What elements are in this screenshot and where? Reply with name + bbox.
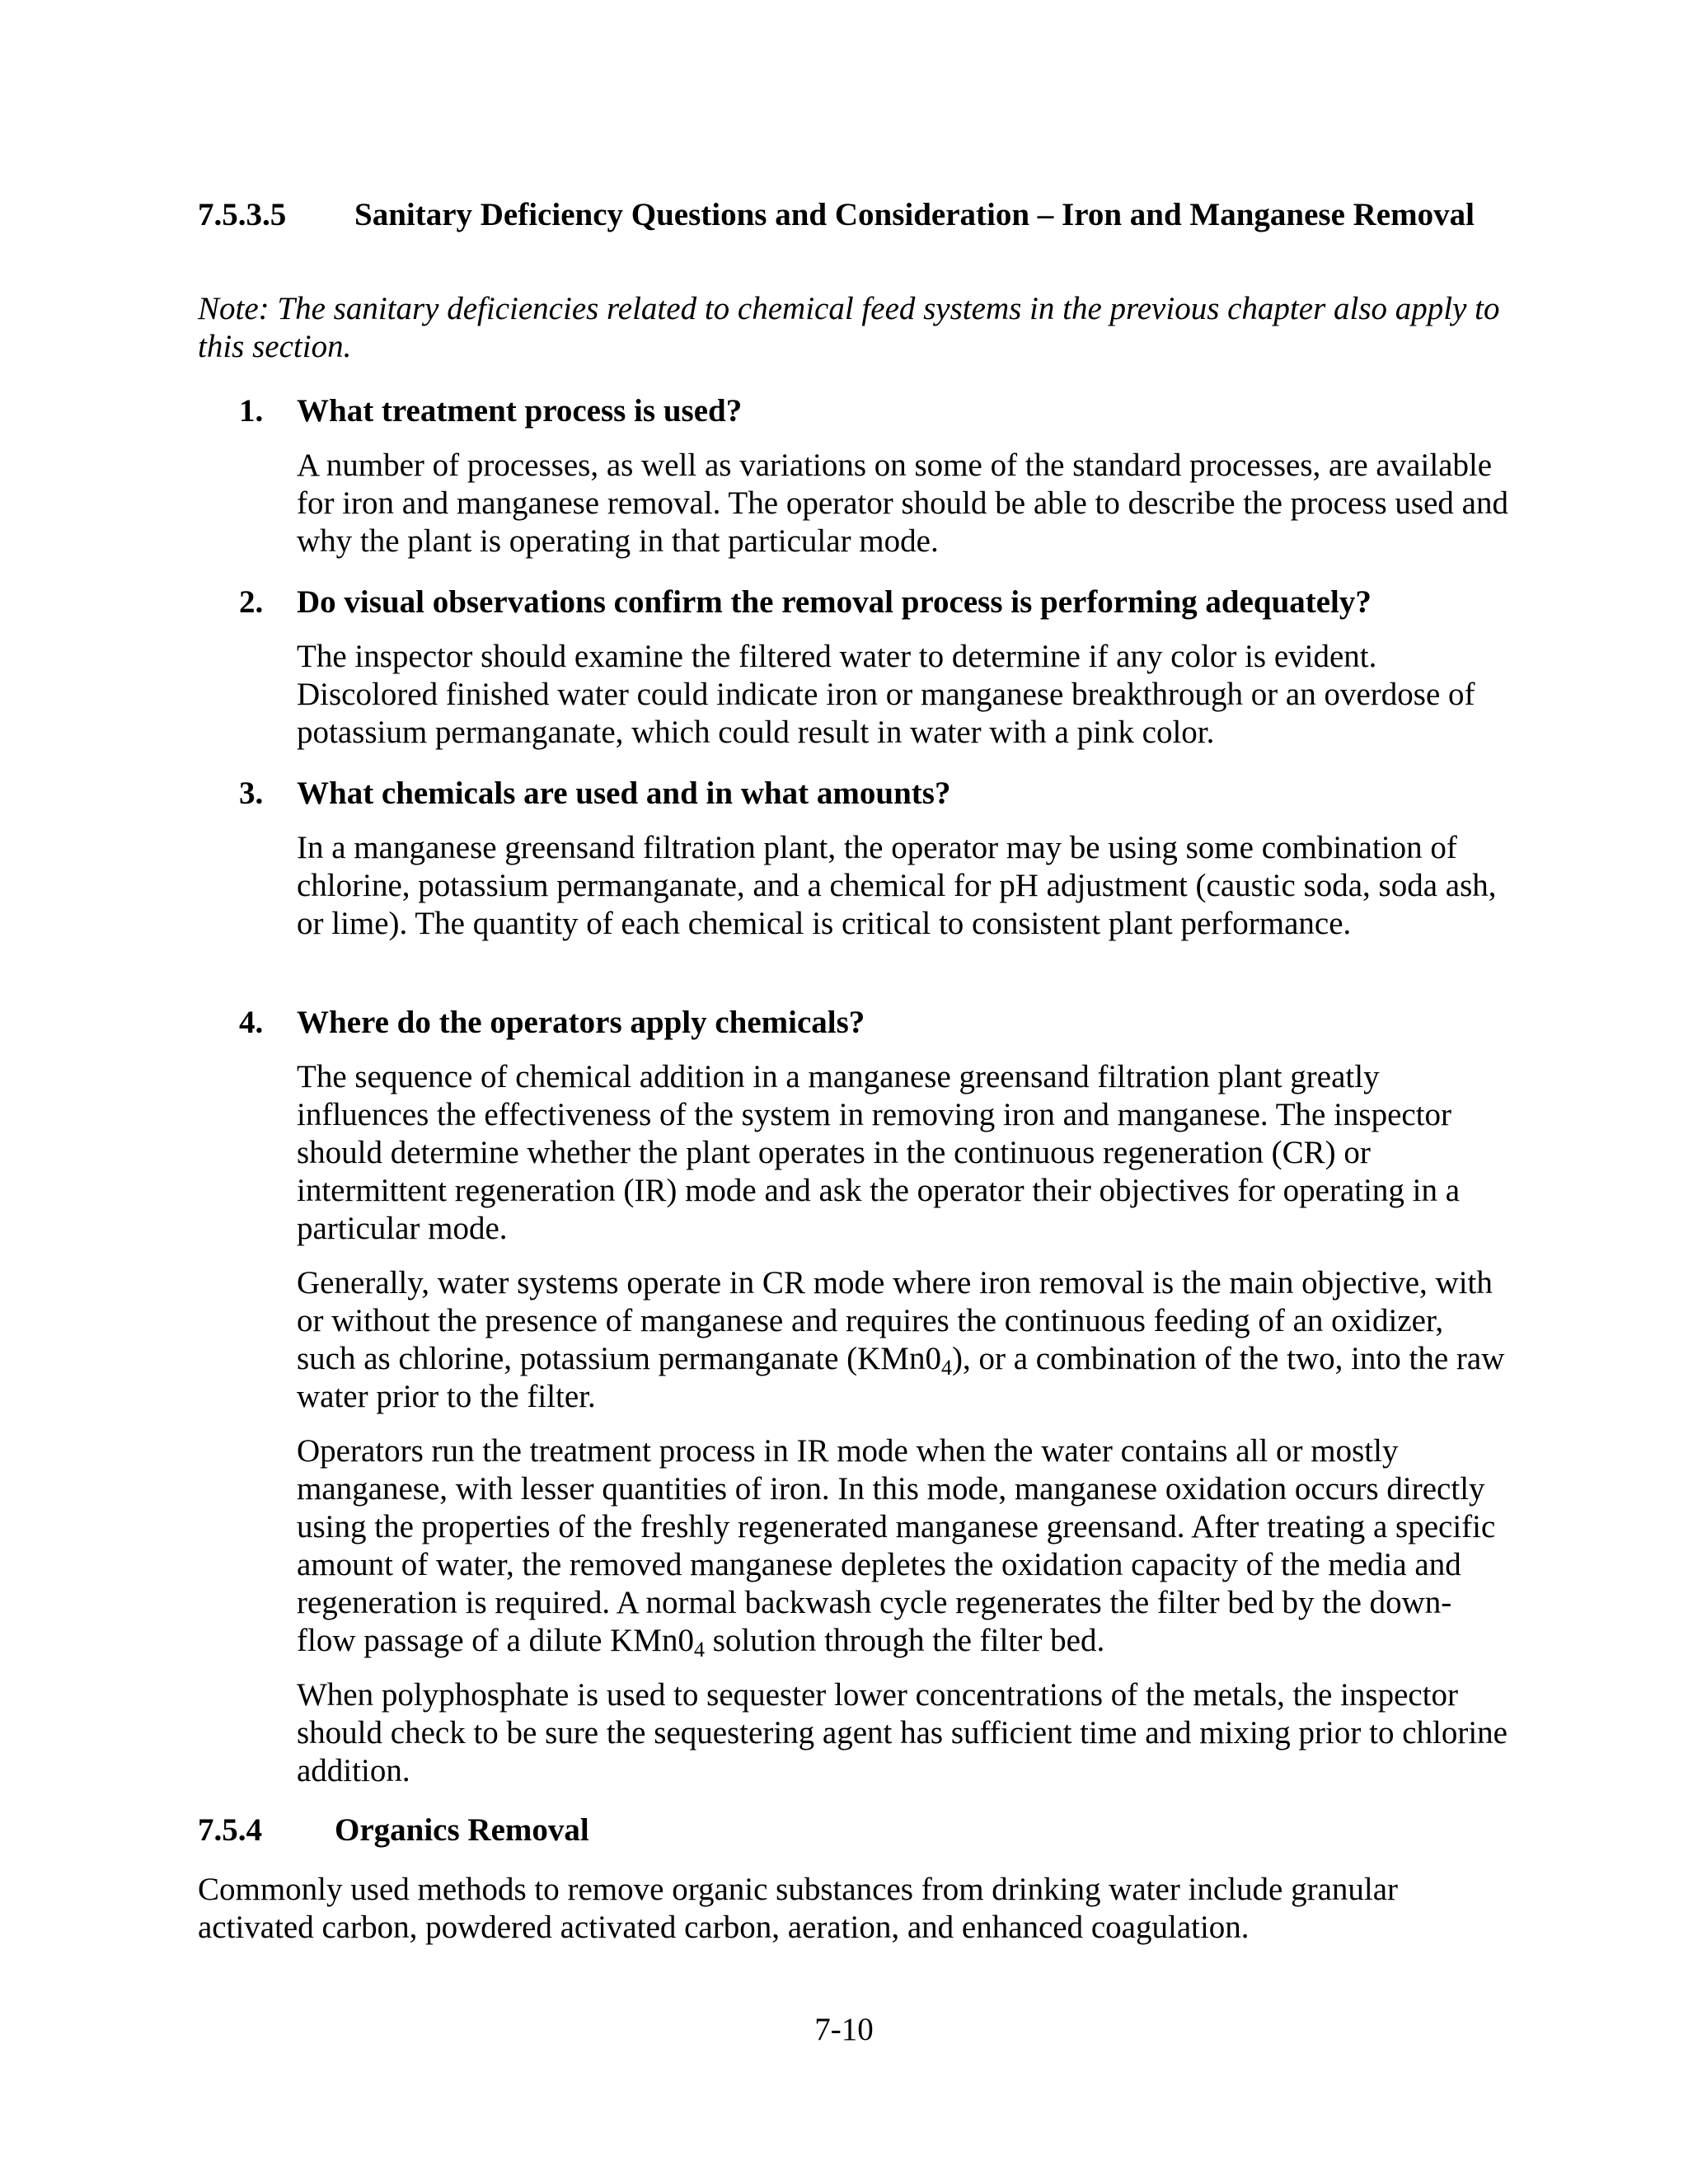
answer-paragraph: Generally, water systems operate in CR mode where iron removal is the main objective, with or without the presence of manganese and requires the continuous feeding of an oxidizer, such as chlorine, potassium permanganate $(KMn0_4)$, or a combination of the two, into the raw water prior to the filter.	[297, 1265, 1505, 1414]
subsection-title: Organics Removal	[335, 1812, 589, 1848]
answer-paragraph: Operators run the treatment process in IR mode when the water contains all or mostly manganese, with lesser quantities of iron. In this mode, manganese oxidation occurs directly using the properties of the freshly regenerated manganese greensand. After treating a specific amount of water, the removed manganese depletes the oxidation capacity of the media and regeneration is required. A normal backwash cycle regenerates the filter bed by the down-flow passage of a dilute $KMn0_4$ solution through the filter bed.	[297, 1433, 1496, 1661]
question-text: What treatment process is used?	[297, 393, 743, 429]
question-text: Where do the operators apply chemicals?	[297, 1005, 865, 1040]
question-text: Do visual observations confirm the removal process is performing adequately?	[297, 584, 1372, 620]
answer-body	[297, 1058, 1508, 1790]
question-heading	[239, 775, 1508, 813]
answer-paragraph: The sequence of chemical addition in a manganese greensand filtration plant greatly influences the effectiveness of the system in removing iron and manganese. The inspector should determine whether the plant operates in the continuous regeneration (CR) or intermittent regeneration (IR) mode and ask the operator their objectives for operating in a particular mode.	[297, 1059, 1461, 1246]
question-heading	[239, 392, 1508, 430]
closing-paragraph: Commonly used methods to remove organic substances from drinking water include granular activated carbon, powdered activated carbon, aeration, and enhanced coagulation.	[198, 1872, 1399, 1945]
question-item-3	[239, 775, 1508, 959]
answer-body	[297, 638, 1508, 752]
note-text: Note: The sanitary deficiencies related to chemical feed systems in the previous chapter also apply to this section.	[198, 291, 1500, 364]
answer-paragraph: In a manganese greensand filtration plant, the operator may be using some combination of chlorine, potassium permanganate, and a chemical for pH adjustment (caustic soda, soda ash, or lime). The quantity of each chemical is critical to consistent plant performance.	[297, 830, 1497, 941]
question-number: 3.	[239, 776, 264, 811]
section-title: Sanitary Deficiency Questions and Consideration – Iron and Manganese Removal	[354, 197, 1475, 232]
question-number: 1.	[239, 393, 264, 429]
question-item-4	[239, 1004, 1508, 1807]
answer-body	[297, 447, 1508, 560]
question-heading	[239, 583, 1508, 621]
subsection-number: 7.5.4	[198, 1812, 262, 1848]
question-item-1	[239, 392, 1508, 577]
answer-paragraph: When polyphosphate is used to sequester lower concentrations of the metals, the inspector should check to be sure the sequestering agent has sufficient time and mixing prior to chlorine addition.	[297, 1677, 1507, 1788]
answer-paragraph: A number of processes, as well as variations on some of the standard processes, are available for iron and manganese removal. The operator should be able to describe the process used and why the plant is operating in that particular mode.	[297, 448, 1508, 559]
question-number: 2.	[239, 584, 264, 620]
answer-paragraph: The inspector should examine the filtered water to determine if any color is evident. Discolored finished water could indicate iron or manganese breakthrough or an overdose of potassium permanganate, which could result in water with a pink color.	[297, 639, 1475, 750]
page-number: 7-10	[814, 2012, 874, 2047]
answer-body	[297, 829, 1508, 943]
question-heading	[239, 1004, 1508, 1042]
question-number: 4.	[239, 1005, 264, 1040]
question-text: What chemicals are used and in what amounts?	[297, 776, 951, 811]
question-item-2	[239, 583, 1508, 768]
section-number: 7.5.3.5	[198, 197, 287, 232]
